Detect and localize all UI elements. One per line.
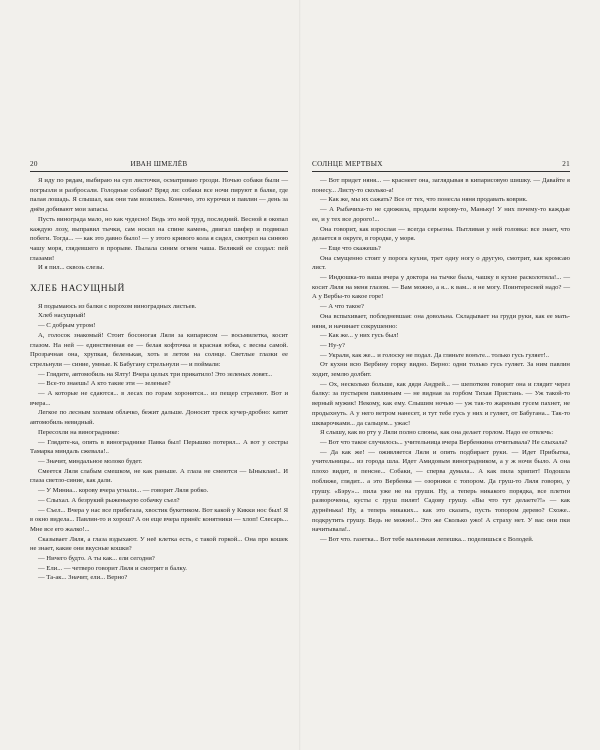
paragraph: Сказывает Ляля, а глаза вздыхают. У неё клетка есть, с такой горкой... Она про кошек не знает, какие они вкусные кошки? xyxy=(30,535,288,553)
paragraph: Я подымаюсь из балки с ворохом виноградных листьев. xyxy=(38,302,197,310)
paragraph: — Вот что. газетка... Вот тебе маленькая лепешка... поделишься с Володей. xyxy=(320,536,534,544)
paragraph: — У Миниа... корову вчера угнали... — говорит Ляля робко. xyxy=(38,487,209,495)
right-running-head xyxy=(312,160,570,172)
right-page-body xyxy=(312,176,570,545)
left-running-title: ИВАН ШМЕЛЁВ xyxy=(130,160,188,168)
paragraph: А, голосок знакомый! Стоит босоногая Ляля за кипарисом — восьмилетка, косит глазом. На ней — единственная ее — белая кофточка и красная юбка, с весны самой. Прозрачная она, хрупкая, беленькая, хоть и летом на солнце. Светлые глазки ее стрельнули — синие, умные. К Бабугану стрельнули — и поймали: xyxy=(30,331,288,368)
paragraph: — А Рыбачиха-то не сдюжила, продали корову-то, Маньку! У них почему-то каждые ее, и у тех все дорого!... xyxy=(312,206,570,223)
paragraph: — Да как же! — оживляется Ляля и опять подбирает руки. — Идет Прибытка, учительницы... из города шла. Идет Амидовым виноградником, а у ж ночи было. А она плохо видит, в пенсне... Собаки, — сперва думала... А как пила хрипит! Подошла поближе, глядит... а это Вербенка — озорники с топором. Да груш-то Ляля говорю, у грушу. «Бэру»... пила уже не на груши. Ну, а теперь никакого порядка, все плетни разворочены, кусты с груш пилят! Садову грушу. «Вы что тут делаете?!» — как дурнёнька! Ну, а теперь никаких... как это сказать, пусть топором дерево? Схоже.. подкрутить грушу. Ведь не можно!.. Это же Сколько ужо! А страху нет. У вас они пки начитывала!.. xyxy=(312,448,570,534)
paragraph: — Как же, мы их сажать? Все от тех, что понесла няня продавать коврик. xyxy=(320,196,528,204)
paragraph: — Та-ак... Значит, ели... Верно? xyxy=(38,574,128,582)
paragraph: Пересохли на винограднике: xyxy=(38,428,120,436)
right-page xyxy=(312,0,570,750)
paragraph: И я пил... сквозь слезы. xyxy=(38,264,105,272)
paragraph: — Глядите, автомобиль на Ялту! Вчера целых три прикатило! Это зеленых ловят... xyxy=(38,370,273,378)
paragraph: От кухни всю Вербину горку видно. Верно: одни только гусь гуляет. За ним павлин ходит, землю долбит. xyxy=(312,361,570,379)
paragraph: Я слышу, как во рту у Ляли полно слюны, как она делает горлом. Надо ее отвлечь: xyxy=(320,429,554,437)
paragraph: — Все-то знаешь! А кто такие эти — зеленые? xyxy=(38,380,171,388)
book-gutter xyxy=(299,0,301,750)
paragraph: — Слыхал. А безрукий рыженькую собачку съел? xyxy=(38,496,180,504)
paragraph: — А которые не сдаются... в лесах по горам хоронятся... из пещер стреляют. Вот и вчера... xyxy=(30,390,288,407)
paragraph: — Еще что скажешь? xyxy=(320,244,381,252)
paragraph: — Ну-у? xyxy=(320,341,345,349)
paragraph: Она смущенно стоит у порога кухни, трет одну ногу о другую, смотрит, как кромсаю лист. xyxy=(312,254,570,272)
paragraph: — Глядите-ка, опять в винограднике Павка был! Перышко потерял... А вот у сестры Тамарка миндаль сжевала!.. xyxy=(30,438,288,456)
right-page-number: 21 xyxy=(562,160,570,168)
paragraph: Легкое по лесным холмам облачко, бежит дальше. Доносит треск кучер-дробно: катит автомобиль невидный. xyxy=(30,409,288,427)
paragraph: — Значит, миндальное молоко будет. xyxy=(38,457,143,465)
left-running-head xyxy=(30,160,288,172)
paragraph: — Ничего будто. А ты как... ели сегодня? xyxy=(38,555,155,563)
paragraph: — Съел... Вчера у нас все прибегала, хвостик букетиком. Вот какой у Кикки нос был! Я в окно видела... Павлин-то и хорош? А он еще вчера принёс конятники — хлоп! Слесарь... Мне все его жалко!... xyxy=(30,506,288,533)
paragraph: — Вот придет няня... — краснеет она, заглядывая в кипарисовую шишку. — Давайте я понесу... Листу-то сколько-а! xyxy=(312,177,570,194)
left-page xyxy=(30,0,288,750)
paragraph: — А что такое? xyxy=(320,303,365,311)
paragraph: — С добрым утром! xyxy=(38,322,96,330)
paragraph: — Ели... — четверо говорит Ляля и смотрит в балку. xyxy=(38,564,187,572)
chapter-title: ХЛЕБ НАСУЩНЫЙ xyxy=(30,284,126,295)
paragraph: Она говорит, как взрослая — всегда серьезна. Пытливая у ней головка: все знает, что делается в округе, в городке, у моря. xyxy=(312,225,570,243)
paragraph: — Как же... у них гусь был! xyxy=(320,332,399,340)
paragraph: Пусть винограда мало, но как чудесно! Ведь это мой труд, последний. Весной я окопал каждую лозу, выправил тычки, сам носил на спине камень, двигал шифер и подвязал побеги. Тогда... — как это давно было! — у этого кривого кола я сидел, смотрел на синюю чашу моря, глядевшего в прорыве. Пылала синим огнем чаша. Великий ее создал: пей глазами! xyxy=(30,215,288,262)
paragraph: — Украли, как же... и голоску не подал. Да гляньте вонъте... только гусь гуляет!.. xyxy=(320,351,549,359)
left-page-body xyxy=(30,176,288,583)
paragraph: — Ох, несколько больше, как дядя Андрей... — шепотком говорит она и глядит через балку: за пустырем павлиньим — не видная за горбом Тихая Пристань. — Уж такой-то верный мужик! Некому, как ему. Слышим ночью — уж так-то жареным гусем пахнет, не продыхнуть. А у него ветром нанесет, и тут тебе гусь у них и гуляет, от Бабугана... Так-то шкварочками... да сальцем... ужас! xyxy=(312,380,570,427)
paragraph: Я иду по рядам, выбираю на суп листочки, осматриваю грозди. Ночью собаки были — погрызли и разбросали. Голодные собаки? Вряд ли: собаки все ночи пируют в балке, где палая лошадь. Я слышал, как они там возились. Конечно, это курочки и павлин — день за днём добивают мои запасы. xyxy=(30,177,288,214)
paragraph: — Индюшка-то ваша вчера у доктора на тычке была, чашку в кухне расколотила!... — косит Ляля на меня глазом. — Вам можно, а я... к вам... я не могу. Поинтересней надо? — А у Вербы-то какое горе! xyxy=(312,274,570,301)
right-running-title: СОЛНЦЕ МЕРТВЫХ xyxy=(312,160,383,168)
paragraph: — Вот что такое случилось... учительница вчера Вербенкина отчитывала? Не слыхала? xyxy=(320,438,568,446)
paragraph: Хлеб насущный! xyxy=(38,312,86,320)
left-page-number: 20 xyxy=(30,160,38,168)
paragraph: Она вспыхивает, побледневшая: она довольна. Складывает на груди руки, как ее мать-няня, и начинает сокрушенно: xyxy=(312,312,570,330)
paragraph: Смеется Ляля слабым смешком, не как раньше. А глаза не смеются — Ыныклая!.. И глаза светло-синие, как дали. xyxy=(30,467,288,485)
